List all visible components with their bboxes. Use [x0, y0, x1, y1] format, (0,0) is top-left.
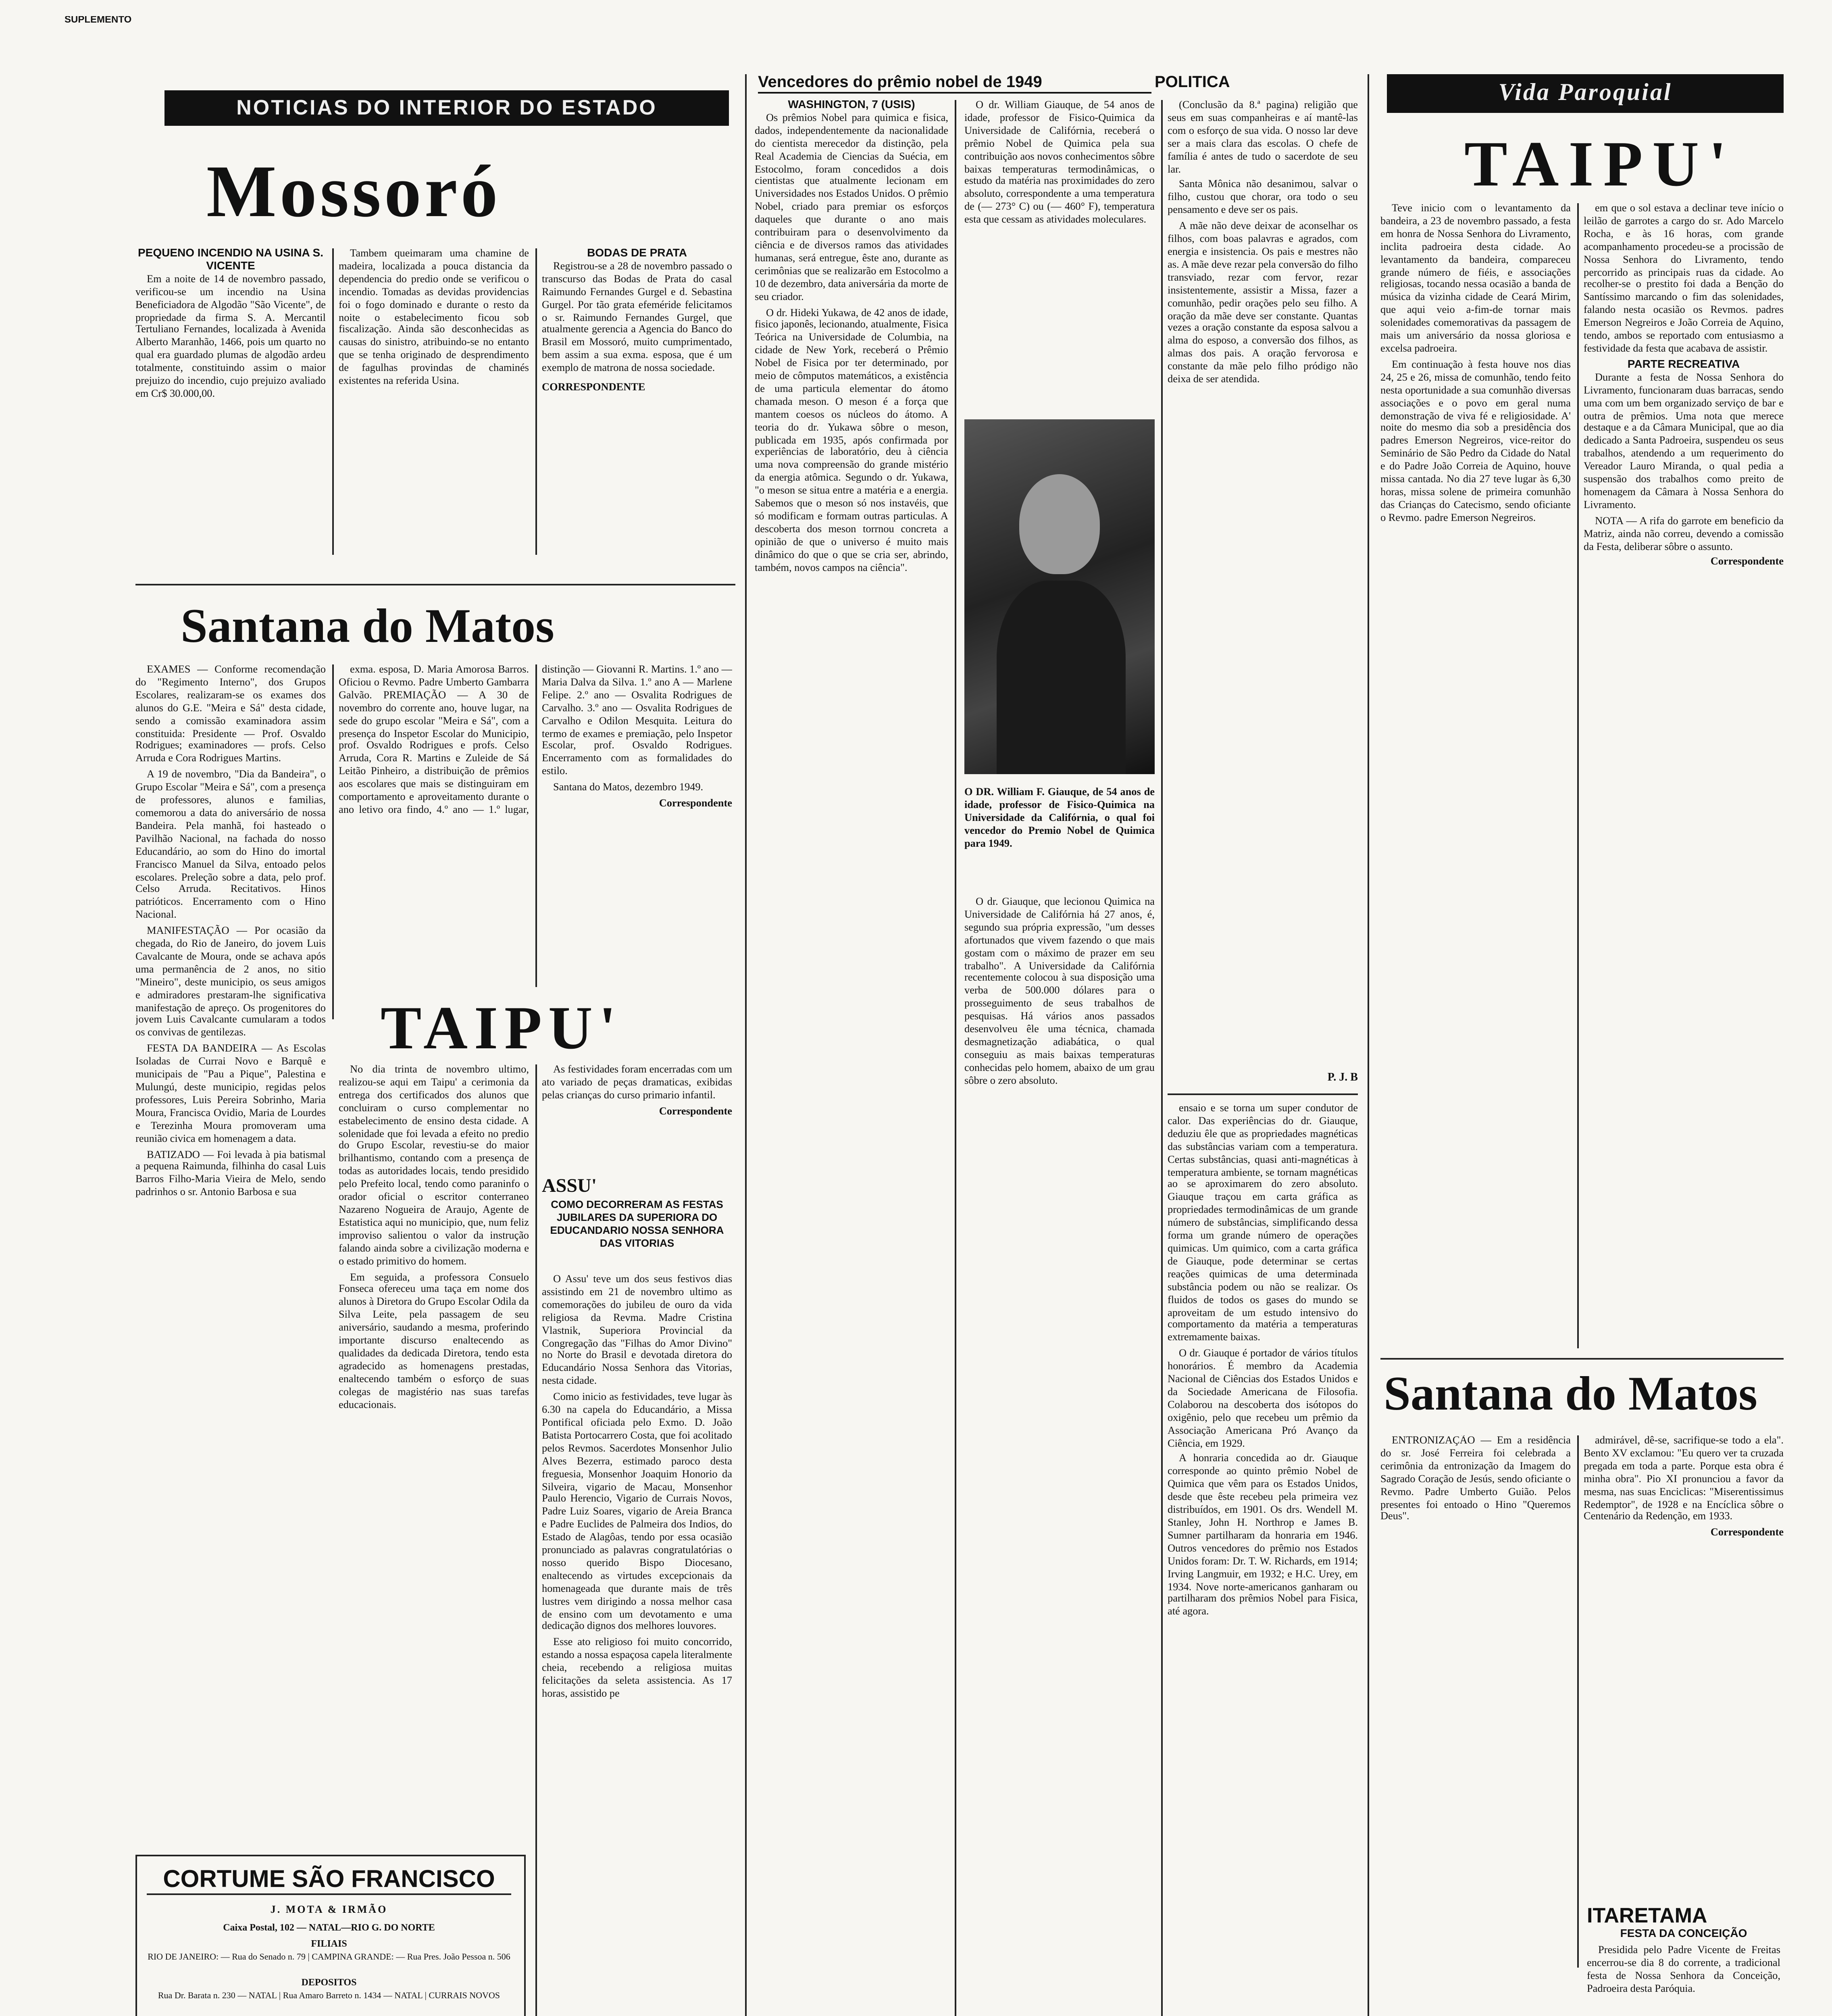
- mossoro-title: Mossoró: [206, 150, 501, 232]
- cortume-owner: J. MOTA & IRMÃO: [270, 1905, 388, 1916]
- taipu-mid-text-2: As festividades foram encerradas com um ato variado de peças dramaticas, exibidas pelas crianças do curso primario infantil.: [542, 1064, 732, 1102]
- politica-text-2: Santa Mônica não desanimou, salvar o filho, custou que chorar, ora todo o seu pensamento e deve ser os pais.: [1168, 179, 1358, 217]
- vida-text-4: Durante a festa de Nossa Senhora do Livramento, funcionaram duas barracas, sendo uma com um bem organizado serviço de bar e outra de prêmios. Uma nota que merece destaque e a da Câmara Municipal, que ao dia dedicado a Santa Padroeira, suspendeu os seus trabalhos, atendendo a um requerimento do Vereador Lauro Miranda, o qual pedia a suspensão dos trabalhos como preito de homenagem da Câmara à Nossa Senhora do Livramento.: [1584, 372, 1784, 511]
- assu-text-3: Como inicio as festividades, teve lugar às 6.30 na capela do Educandário, a Missa Pontifical oficiada pelo Exmo. D. João Batista Portocarrero Costa, que foi acolitado pelos Revmos. Sacerdotes Monsenhor Julio Alves Bezerra, estimado paroco desta freguesia, Monsenhor Joaquim Honorio da Silveira, vigario de Macau, Monsenhor Paulo Herencio, Vigario de Currais Novos, Padre Luiz Soares, vigario de Areia Branca e Padre Euclides de Palmeira dos Indios, do Estado de Alagôas, tendo por essa ocasião pronunciado as palavras congratulatórias o nosso querido Bispo Diocesano, enaltecendo as virtudes excepcionais da homenageada que durante mais de três lustres vem dirigindo a nossa melhor casa de ensino com um devotamento e uma dedicação dignos dos melhores louvores.: [542, 1392, 732, 1633]
- assu-text-2: Em seguida, a professora Consuelo Fonseca ofereceu uma taça em nome dos alunos à Diretora do Grupo Escolar Odila da Silva Leite, pela passagem de seu aniversário, saudando a mesma, proferindo importante discurso enaltecendo as qualidades da dedicada Diretora, tendo esta agradecido as homenagens prestadas, enaltecendo também o esforço de suas colegas de magistério nas suas tarefas educacionais.: [339, 1272, 529, 1411]
- masthead-right: Vida Paroquial: [1387, 74, 1784, 113]
- vida-text-3: em que o sol estava a declinar teve início o leilão de garrotes a cargo do sr. Ado Marcelo Rocha, e às 16 horas, com grande acompanhamento procedeu-se a procissão de Nossa Senhora do Livramento, tendo percorrido as principais ruas da cidade. Ao recolher-se o prestito foi dada a Benção do Santíssimo marcando o fim das solenidades, falando nesta ocasião os Revmos. padres Emerson Negreiros e João Correia de Aquino, tendo, ambos se reportado com entusiasmo a festividade da festa que acabava de assistir.: [1584, 203, 1784, 355]
- santana-right-title: Santana do Matos: [1384, 1368, 1757, 1421]
- masthead-left: NOTICIAS DO INTERIOR DO ESTADO: [164, 90, 729, 126]
- giauque-photo: [964, 419, 1155, 774]
- vida-text-5: NOTA — A rifa do garrote em beneficio da Matriz, ainda não correu, devendo a comissão da Festa, deliberar sôbre o assunto.: [1584, 516, 1784, 553]
- santana-right-text-1: ENTRONIZAÇÃO — Em a residência do sr. José Ferreira foi celebrada a cerimônia da entronização da Imagem do Sagrado Coração de Jesús, sendo oficiante o Revmo. Padre Umberto Guião. Pelos presentes foi entoado o Hino "Queremos Deus".: [1380, 1435, 1571, 1523]
- vida-text-1: Teve inicio com o levantamento da bandeira, a 23 de novembro passado, a festa em honra de Nossa Senhora do Livramento, inclita padroeira desta cidade. Ao levantamento da bandeira, compareceu grande número de fiéis, e associações religiosas, tocando nessa ocasião a banda de música da vizinha cidade de Ceará Mirim, que aqui veio a-fim-de tornar mais solenidades comemorativas da passagem de mais um aniversário da nossa gloriosa e excelsa padroeira.: [1380, 203, 1571, 355]
- santana-left-col-1: [135, 664, 326, 1826]
- nobel-col-2: [964, 897, 1155, 2016]
- nobel-caption: O DR. William F. Giauque, de 54 anos de idade, professor de Fisico-Quimica na Universidade da Califórnia, o qual foi vencedor do Premio Nobel de Quimica para 1949.: [964, 787, 1155, 850]
- santana-right-col-2: [1584, 1435, 1784, 1903]
- santana-text-6: exma. esposa, D. Maria Amorosa Barros. Oficiou o Revmo. Padre Umberto Gambarra Galvão. PREMIAÇÃO — A 30 de novembro do corrente ano, houve lugar, na sede do grupo escolar "Meira e Sá", com a presença do Inspetor Escolar do Municipio, prof. Osvaldo Rodrigues e profs. Celso Arruda, Cora R. Martins e Zuleide de Sá Leitão Pinheiro, a distribuição de prêmios aos escolares que mais se distinguiram em comportamento e aproveitamento durante o ano letivo ora findo, 4.º ano — 1.º lugar, distinção — Giovanni R. Martins. 1.º ano — Maria Dalva da Silva. 1.º ano A — Marlene Felipe. 2.º ano — Osvalita Rodrigues de Carvalho. 3.º ano — Osvalita Rodrigues de Carvalho e Odilon Mesquita. Leitura do termo de exames e premiação, pelo Inspetor Escolar, prof. Osvaldo Rodrigues. Encerramento com as formalidades do estilo.: [339, 664, 732, 816]
- cortume-filiais-label: FILIAIS: [311, 1940, 347, 1950]
- taipu-mid-sign: Correspondente: [659, 1106, 732, 1117]
- cortume-depositos-label: DEPOSITOS: [301, 1979, 357, 1989]
- nobel-text-5: ensaio e se torna um super condutor de calor. Das experiências do dr. Giauque, deduziu êle que as propriedades magnéticas das substâncias variam com a temperatura. Certas substâncias, quasi anti-magnéticas à temperatura ambiente, se tornam magnéticas ao se aproximarem do zero absoluto. Giauque traçou em carta gráfica as propriedades termodinâmicas de um grande número de substâncias, simplificando dessa forma um grande número de operações quimicas. Um quimico, com a carta gráfica de Giauque, pode determinar se certas reações quimicas de uma determinada substância podem ou não se realizar. Os fluidos de todos os gases do mundo se aproveitam de um estudo intensivo do comportamento da matéria a temperaturas extremamente baixas.: [1168, 1103, 1358, 1344]
- nobel-col-3: [1168, 1103, 1358, 2016]
- nobel-col-2-top: [964, 100, 1155, 406]
- nobel-text-6: O dr. Giauque é portador de vários títulos honorários. É membro da Academia Nacional de Ciências dos Estados Unidos e da Sociedade Americana de Filosofia. Colaborou na descoberta dos isótopos do oxigênio, pelo que recebeu um prêmio da Associação Americana Pró Avanço da Ciência, em 1929.: [1168, 1348, 1358, 1450]
- nobel-text-1: Os prêmios Nobel para quimica e fisica, dados, independentemente da nacionalidade do cientista merecedor da distinção, pela Real Academia de Ciencias da Suécia, em Estocolmo, foram concedidos a dois cientistas que atualmente lecionam em Universidades nos Estados Unidos. O prêmio Nobel, criado para premiar os esforços daqueles que durante o ano mais contribuiram para o desenvolvimento da ciência e de diversos ramos das atividades humanas, será entregue, êste ano, durante as cerimônias que se realizarão em Estocolmo a 10 de dezembro, data aniversária da morte de seu criador.: [755, 112, 948, 303]
- santana-text-2: A 19 de novembro, "Dia da Bandeira", o Grupo Escolar "Meira e Sá", com a presença de professores, alunos e familias, comemorou a data do aniversário de nossa Bandeira. Pela manhã, foi hasteado o Pavilhão Nacional, na fachada do nosso Educandário, ao som do Hino do imortal Francisco Manuel da Silva, entoado pelos escolares. Preleção sobre a data, pelo prof. Celso Arruda. Recitativos. Hinos patrióticos. Encerramento com o Hino Nacional.: [135, 770, 326, 921]
- mossoro-text-1: Em a noite de 14 de novembro passado, verificou-se um incendio na Usina Beneficiadora de Algodão "São Vicente", de propriedade da firma S. A. Mercantil Tertuliano Fernandes, localizada à Avenida Alberto Maranhão, 1466, pois um quarto no qual era guardado plumas de algodão ardeu totalmente, constituindo assim o maior prejuizo do incendio, cujo prejuizo avaliado em Cr$ 30.000,00.: [135, 274, 326, 400]
- assu-text-1: O Assu' teve um dos seus festivos dias assistindo em 21 de novembro ultimo as comemorações do jubileu de ouro da vida religiosa da Revma. Madre Cristina Vlastnik, Superiora Provincial da Congregação das "Filhas do Amor Divino" no Norte do Brasil e devotada diretora do Educandário Nossa Senhora das Vitorias, nesta cidade.: [542, 1274, 732, 1387]
- politica-text-1: (Conclusão da 8.ª pagina) religião que seus em suas companheiras e aí mantê-las com o esforço de sua vida. O nosso lar deve ser a mais clara das escolas. O chefe de família é antes de tudo o sacerdote de seu lar.: [1168, 100, 1358, 175]
- politica-sign: P. J. B: [1327, 1071, 1358, 1084]
- cortume-title: CORTUME SÃO FRANCISCO: [147, 1866, 511, 1895]
- assu-col: [542, 1274, 732, 2016]
- santana-text-1: EXAMES — Conforme recomendação do "Regimento Interno", dos Grupos Escolares, realizaram-se os exames dos alunos do G.E. "Meira e Sá" desta cidade, sendo a comissão examinadora assim constituida: Presidente — Prof. Osvaldo Rodrigues; examinadores — profs. Celso Arruda e Cora Rodrigues Martins.: [135, 664, 326, 765]
- santana-right-sign: Correspondente: [1710, 1528, 1784, 1539]
- mossoro-subhead-2: BODAS DE PRATA: [587, 248, 687, 260]
- cortume-filiais: RIO DE JANEIRO: — Rua do Senado n. 79 | CAMPINA GRANDE: — Rua Pres. João Pessoa n. 506: [148, 1953, 510, 1963]
- mossoro-text-3: Registrou-se a 28 de novembro passado o transcurso das Bodas de Prata do casal Raimundo Fernandes Gurgel e d. Sebastina Gurgel. Por tão grata efeméride felicitamos o sr. Raimundo Fernandes Gurgel, que atualmente gerencia a Agencia do Banco do Brasil em Mossoró, muito cumprimentado, bem assim a sua exma. esposa, que é um exemplo de matrona de nossa sociedade.: [542, 261, 732, 375]
- assu-title: ASSU': [542, 1174, 597, 1197]
- santana-dateline: Santana do Matos, dezembro 1949.: [553, 782, 704, 794]
- itaretama-subtitle: FESTA DA CONCEIÇÃO: [1620, 1929, 1747, 1940]
- itaretama-title: ITARETAMA: [1587, 1903, 1707, 1927]
- mossoro-subhead-1: PEQUENO INCENDIO NA USINA S. VICENTE: [138, 248, 323, 273]
- mossoro-col-2: [339, 248, 529, 555]
- nobel-caption-wrap: [964, 787, 1155, 884]
- vida-subhead: PARTE RECREATIVA: [1627, 359, 1740, 371]
- mossoro-sign: CORRESPONDENTE: [542, 382, 645, 394]
- cortume-address: Caixa Postal, 102 — NATAL—RIO G. DO NORTE: [223, 1924, 435, 1934]
- nobel-dateline: WASHINGTON, 7 (USIS): [788, 100, 915, 111]
- nobel-text-4: O dr. Giauque, que lecionou Quimica na Universidade de Califórnia há 27 anos, é, segundo sua própria expressão, "um desses afortunados que vivem fazendo o que mais gostam com o máximo de prazer em seu trabalho". A Universidade da Califórnia recentemente colocou à sua disposição uma verba de 500.000 dólares para o prosseguimento de seus trabalhos de pesquisas. Há vários anos passados desenvolveu êle uma técnica, chamada desmagnetização adiabática, o qual conseguiu as mais baixas temperaturas conhecidas pelo homem, abaixo de um grau sôbre o zero absoluto.: [964, 897, 1155, 1087]
- vida-taipu-title: TAIPU': [1464, 127, 1736, 200]
- vida-sign: Correspondente: [1710, 557, 1784, 569]
- masthead-center: Vencedores do prêmio nobel de 1949: [758, 74, 1151, 94]
- santana-text-4: FESTA DA BANDEIRA — As Escolas Isoladas de Currai Novo e Barquê e municipais de "Pau a Pique", Palestina e Mulungú, deste municipio, regidas pelos professores, Luis Pereira Sobrinho, Maria Moura, Francisca Ovidio, Maria de Lourdes e Terezinha Moura promoveram uma reunião civica em homenagem a data.: [135, 1044, 326, 1145]
- santana-left-title: Santana do Matos: [181, 600, 554, 653]
- assu-subtitle: COMO DECORRERAM AS FESTAS JUBILARES DA SUPERIORA DO EDUCANDARIO NOSSA SENHORA DAS VITORIAS: [550, 1200, 724, 1250]
- santana-right-col-1: [1380, 1435, 1571, 1968]
- politica-title: POLITICA: [1155, 74, 1230, 92]
- santana-left-sign: Correspondente: [659, 798, 732, 810]
- vida-col-2: [1584, 203, 1784, 1348]
- santana-text-3: MANIFESTAÇÃO — Por ocasião da chegada, do Rio de Janeiro, do jovem Luis Cavalcante de Moura, onde se achava após uma permanência de 2 anos, no sitio "Mineiro", deste municipio, os seus amigos e admiradores prestaram-lhe significativa manifestação de apreço. Os progenitores do jovem Luis Cavalcante cumularam a todos os convivas de gentilezas.: [135, 926, 326, 1039]
- cortume-ad: [135, 1855, 526, 2016]
- vida-text-2: Em continuação à festa houve nos dias 24, 25 e 26, missa de comunhão, tendo feito nesta oportunidade a sua comunhão diversas associações e o povo em geral numa demonstração de viva fé e religiosidade. A' noite do mesmo dia sob a presidência dos padres Emerson Negreiros, vice-reitor do Seminário de São Pedro da Cidade do Natal e do Padre João Correia de Aquino, houve missa cantada. No dia 27 teve lugar às 6,30 horas, missa solene de primeira comunhão das Crianças do Catecismo, sendo oficiante o Revmo. padre Emerson Negreiros.: [1380, 359, 1571, 524]
- itaretama-text: Presidida pelo Padre Vicente de Freitas encerrou-se dia 8 do corrente, a tradicional festa de Nossa Senhora da Conceição, Padroeira desta Paróquia.: [1587, 1945, 1780, 1995]
- taipu-mid-col-1: [339, 1064, 529, 1832]
- nobel-text-1b: O dr. William Giauque, de 54 anos de idade, professor de Fisico-Quimica da Universidade de Califórnia, receberá o prêmio Nobel de Quimica pela sua contribuição aos novos conhecimentos sôbre baixas temperaturas termodinâmicas, o estudo da matéria nas proximidades do zero absoluto, correspondente a uma temperatura de (— 273° C) ou (— 460° F), temperatura esta que cessam as atividades moleculares.: [964, 100, 1155, 226]
- santana-right-text-2: admirável, dê-se, sacrifique-se todo a ela". Bento XV exclamou: "Eu quero ver ta cruzada pregada em toda a parte. Porque esta obra é minha obra". Pio XI pronunciou a favor da mesma, nas suas Enciclicas: "Miserentissimus Redemptor", de 1928 e na Encíclica sôbre o Centenário da Redenção, em 1933.: [1584, 1435, 1784, 1523]
- mossoro-col-1: [135, 248, 326, 555]
- santana-left-col-2: [339, 664, 732, 987]
- taipu-mid-text-1: No dia trinta de novembro ultimo, realizou-se aqui em Taipu' a cerimonia da entrega dos certificados dos alunos que concluiram o curso complementar no estabelecimento de ensino desta cidade. A solenidade que foi levada a efeito no predio do Grupo Escolar, revestiu-se do maior brilhantismo, contando com a presença de todas as autoridades locais, tendo presidido pelo Prefeito local, tendo como paraninfo o orador oficial o escritor conterraneo Nazareno Nogueira de Araujo, Agente de Estatistica aqui no municipio, que, num feliz improviso salientou o valor da instrução falando ainda sobre a civilização moderna e o estado primitivo do homem.: [339, 1064, 529, 1267]
- mossoro-col-3: [542, 248, 732, 571]
- itaretama-col: [1587, 1945, 1780, 2016]
- vida-col-1: [1380, 203, 1571, 1348]
- cortume-depositos: Rua Dr. Barata n. 230 — NATAL | Rua Amaro Barreto n. 1434 — NATAL | CURRAIS NOVOS: [158, 1992, 500, 2001]
- assu-text-4: Esse ato religioso foi muito concorrido, estando a nossa espaçosa capela literalmente cheia, recebendo a religiosa muitas felicitações da seleta assistencia. As 17 horas, assistido pe: [542, 1637, 732, 1700]
- nobel-text-7: A honraria concedida ao dr. Giauque corresponde ao quinto prêmio Nobel de Quimica que vêm para os Estados Unidos, desde que êste recebeu pela primeira vez distribuídos, em 1901. Os drs. Wendell M. Stanley, John H. Northrop e James B. Sumner partilharam da honraria em 1946. Outros vencedores do prêmio nos Estados Unidos foram: Dr. T. W. Richards, em 1914; Irving Langmuir, em 1932; e H.C. Urey, em 1934. Nove norte-americanos ganharam ou partilharam dos prêmios Nobel para Fisica, até agora.: [1168, 1454, 1358, 1618]
- top-marker: SUPLEMENTO: [65, 16, 132, 26]
- nobel-col-1: [755, 100, 948, 2016]
- assu-cont-note: O dr. Hideki Yukawa, de 42 anos de idade, fisico japonês, lecionando, atualmente, Fisica Teórica na Universidade de Columbia, na cidade de New York, receberá o Prêmio Nobel de Fisica por ter determinado, por meio de cômputos matemáticos, a existência de uma particula elementar do átomo chamada meson. O meson é a força que mantem coesos os núcleos do átomo. A teoria do dr. Yukawa sôbre o meson, publicada em 1935, após confirmada por experiências de laboratório, deu à ciência uma nova compreensão do grande mistério da energia atômica. Segundo o dr. Yukawa, "o meson se situa entre a matéria e a energia. Sabemos que o meson só nos instavéis, que só modificam e formam outras particulas. A descoberta dos meson torrnou concreta a opinião de que o universo é muito mais dinâmico do que o que se cria ser, abrindo, também, novos campos na ciência".: [755, 307, 948, 574]
- taipu-mid-col-2: [542, 1064, 732, 1161]
- taipu-mid-title: TAIPU': [381, 995, 622, 1063]
- politica-text-3: A mãe não deve deixar de aconselhar os filhos, com boas palavras e agrados, com energia e insistencia. Os pais e mestres não as. A mãe deve rezar pela conversão do filho transviado, rezar com fervor, rezar insistentemente, assistir a Missa, fazer a comunhão, pedir orações pelo seu filho. A oração da mãe deve ser constante. Quantas vezes a oração constante da esposa salvou a alma do esposo, a conversão dos filhos, as almas dos pais. A oração fervorosa e constante da mãe pelo filho pródigo não deixa de ser atendida.: [1168, 221, 1358, 386]
- mossoro-text-2: Tambem queimaram uma chamine de madeira, localizada a pouca distancia da dependencia do predio onde se verificou o incendio. Tomadas as devidas providencias foi o fogo dominado e durante o resto da noite o estabelecimento ficou sob fiscalização. Ainda são desconhecidas as causas do sinistro, atribuindo-se no entanto que se tenha originado de desprendimento de fagulhas provindas de chaminés existentes na referida Usina.: [339, 248, 529, 387]
- santana-text-5: BATIZADO — Foi levada à pia batismal a pequena Raimunda, filhinha do casal Luis Barros Filho-Maria Vieira de Melo, sendo padrinhos o sr. Antonio Barbosa e sua: [135, 1149, 326, 1199]
- politica-col: [1168, 100, 1358, 1068]
